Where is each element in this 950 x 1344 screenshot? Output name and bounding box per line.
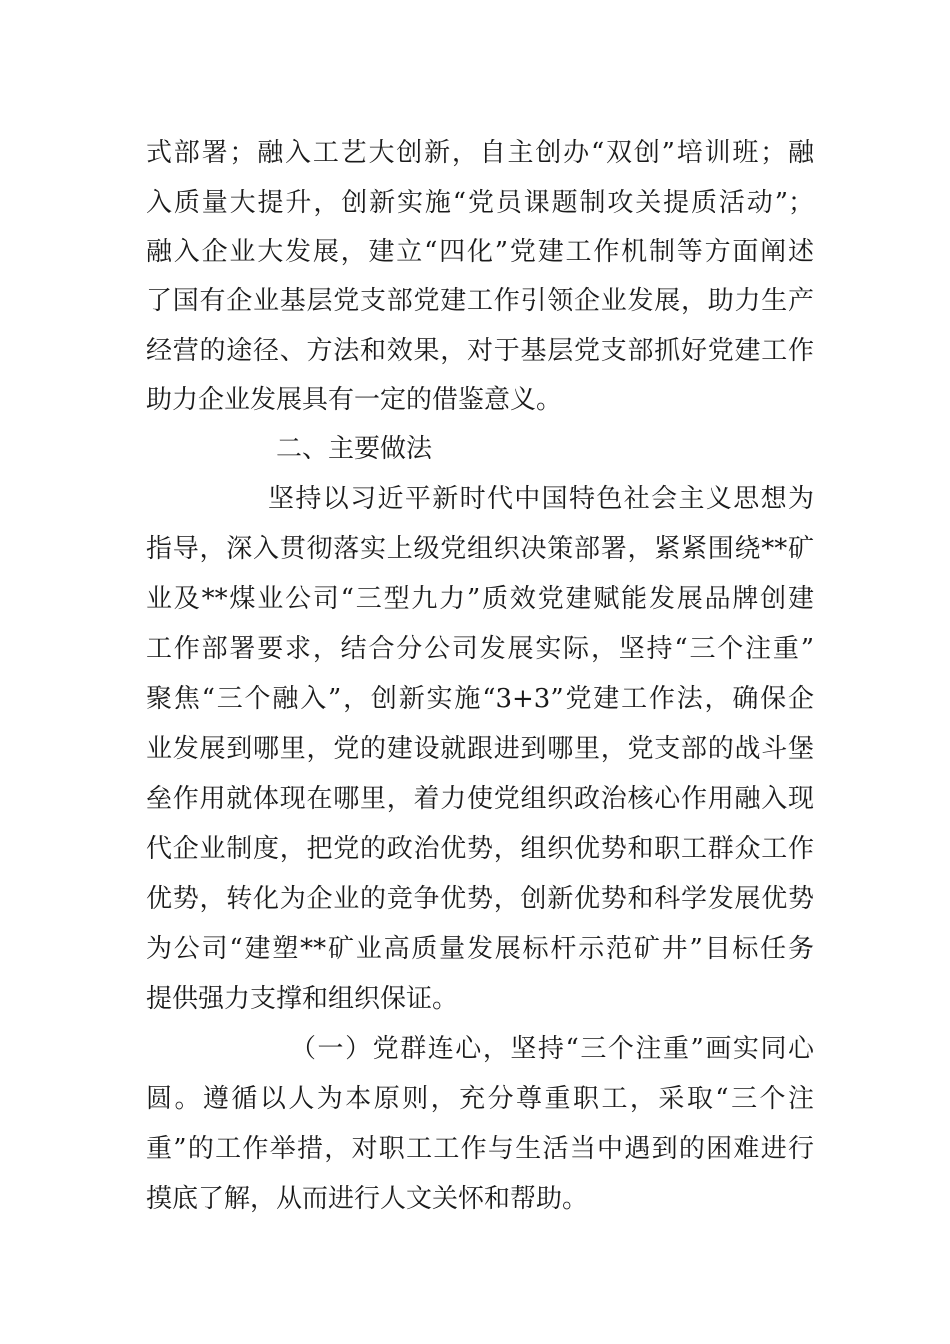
section-heading: 二、主要做法	[276, 434, 433, 464]
paragraph-line: 为公司“建塑**矿业高质量发展标杆示范矿井”目标任务	[146, 934, 814, 964]
paragraph-line: 工作部署要求，结合分公司发展实际，坚持“三个注重”	[146, 634, 814, 664]
paragraph-line: 式部署；融入工艺大创新，自主创办“双创”培训班；融	[146, 138, 814, 168]
paragraph-line: 融入企业大发展，建立“四化”党建工作机制等方面阐述	[146, 237, 814, 267]
paragraph-first-line: 坚持以习近平新时代中国特色社会主义思想为	[268, 484, 814, 514]
paragraph-line: 经营的途径、方法和效果，对于基层党支部抓好党建工作	[146, 336, 814, 366]
paragraph-line: 代企业制度，把党的政治优势，组织优势和职工群众工作	[146, 834, 814, 864]
paragraph-line: 聚焦“三个融入”，创新实施“3+3”党建工作法，确保企	[146, 684, 814, 714]
paragraph-line: 提供强力支撑和组织保证。	[146, 984, 459, 1014]
paragraph-line: 垒作用就体现在哪里，着力使党组织政治核心作用融入现	[146, 784, 814, 814]
paragraph-line: 了国有企业基层党支部党建工作引领企业发展，助力生产	[146, 286, 814, 316]
paragraph-line: 业及**煤业公司“三型九力”质效党建赋能发展品牌创建	[146, 584, 814, 614]
paragraph-line: 助力企业发展具有一定的借鉴意义。	[146, 385, 563, 415]
paragraph-line: 圆。遵循以人为本原则，充分尊重职工，采取“三个注	[146, 1084, 814, 1114]
subsection-first-line: （一）党群连心，坚持“三个注重”画实同心	[290, 1034, 814, 1064]
paragraph-line: 重”的工作举措，对职工工作与生活当中遇到的困难进行	[146, 1134, 814, 1164]
paragraph-line: 业发展到哪里，党的建设就跟进到哪里，党支部的战斗堡	[146, 734, 814, 764]
paragraph-line: 优势，转化为企业的竞争优势，创新优势和科学发展优势	[146, 884, 814, 914]
paragraph-line: 入质量大提升，创新实施“党员课题制攻关提质活动”；	[146, 188, 814, 218]
paragraph-line: 指导，深入贯彻落实上级党组织决策部署，紧紧围绕**矿	[146, 534, 814, 564]
paragraph-line: 摸底了解，从而进行人文关怀和帮助。	[146, 1184, 589, 1214]
